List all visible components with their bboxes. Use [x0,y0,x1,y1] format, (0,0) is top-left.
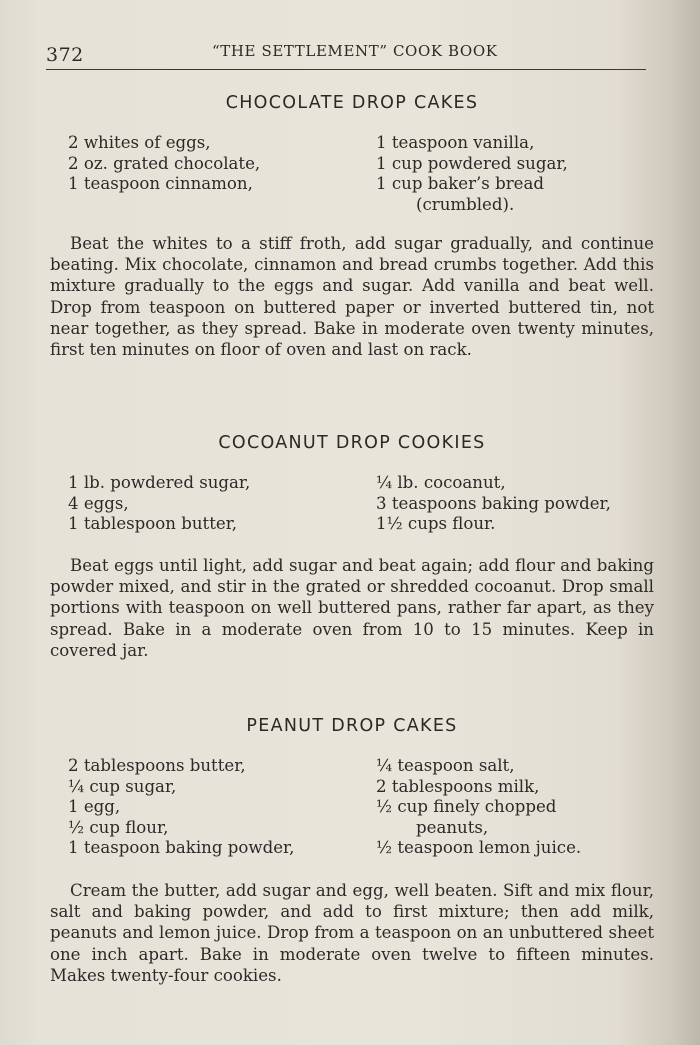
ingredient: 3 teaspoons baking powder, [376,493,611,513]
ingredient: 1 teaspoon cinnamon, [68,174,253,193]
page-header [46,40,646,70]
ingredient: 2 tablespoons butter, [68,756,246,775]
ingredient: 1 teaspoon vanilla, [376,133,535,152]
ingredient: ½ teaspoon lemon juice. [376,838,582,857]
ingredient: 1 teaspoon baking powder, [68,838,295,857]
ingredient: ¼ cup sugar, [68,776,177,796]
page-number: 372 [46,44,84,66]
ingredients [50,133,654,217]
running-title: “THE SETTLEMENT” COOK BOOK [212,42,498,60]
recipe-cocoanut-drop-cookies [50,433,654,660]
ingredients-left [68,756,294,859]
ingredients-right [376,473,611,535]
ingredients [50,756,654,861]
ingredient: 1 cup baker’s bread [376,174,544,193]
ingredients-right [376,756,581,859]
ingredient: 1 lb. powdered sugar, [68,473,251,492]
ingredient: 2 oz. grated chocolate, [68,153,261,173]
ingredient: (crumbled). [416,194,515,214]
ingredients-left [68,133,260,195]
ingredient: 2 tablespoons milk, [376,776,540,796]
ingredient: ½ cup flour, [68,817,169,837]
recipe-method: Cream the butter, add sugar and egg, well beaten. Sift and mix flour, salt and baking powder, and add to first mixture; then add milk, peanuts and lemon juice. Drop from a teaspoon on an unbuttered sheet one inch apart. Bake in moderate oven twelve to fifteen minutes. Makes twenty-four cookies. [50,881,654,985]
ingredient: 2 whites of eggs, [68,133,211,152]
ingredient: ¼ teaspoon salt, [376,756,515,775]
recipe-title: COCOANUT DROP COOKIES [218,433,486,453]
ingredient: peanuts, [416,817,489,837]
recipe-method: Beat eggs until light, add sugar and beat again; add flour and baking powder mixed, and stir in the grated or shredded cocoanut. Drop small portions with teaspoon on well buttered pans, rather far apart, as they spread. Bake in a moderate oven from 10 to 15 minutes. Keep in covered jar. [50,556,654,660]
ingredient: ¼ lb. cocoanut, [376,473,506,492]
recipe-chocolate-drop-cakes [50,93,654,360]
ingredients-right [376,133,568,215]
ingredient: 4 eggs, [68,493,129,513]
recipe-peanut-drop-cakes [50,716,654,985]
recipe-title: PEANUT DROP CAKES [246,716,458,736]
recipe-title: CHOCOLATE DROP CAKES [225,93,479,113]
ingredients-left [68,473,250,535]
header-rule [46,69,646,70]
ingredient: 1 tablespoon butter, [68,514,238,533]
ingredient: 1 egg, [68,797,121,816]
ingredient: 1½ cups flour. [376,514,496,533]
ingredient: ½ cup finely chopped [376,797,557,816]
ingredient: 1 cup powdered sugar, [376,153,568,173]
recipe-method: Beat the whites to a stiff froth, add sugar gradually, and continue beating. Mix chocolate, cinnamon and bread crumbs together. Add this mixture gradually to the eggs and sugar. Add vanilla and beat well. Drop from teaspoon on buttered paper or inverted buttered tin, not near together, as they spread. Bake in moderate oven twenty minutes, first ten minutes on floor of oven and last on rack. [50,234,654,360]
ingredients [50,473,654,537]
